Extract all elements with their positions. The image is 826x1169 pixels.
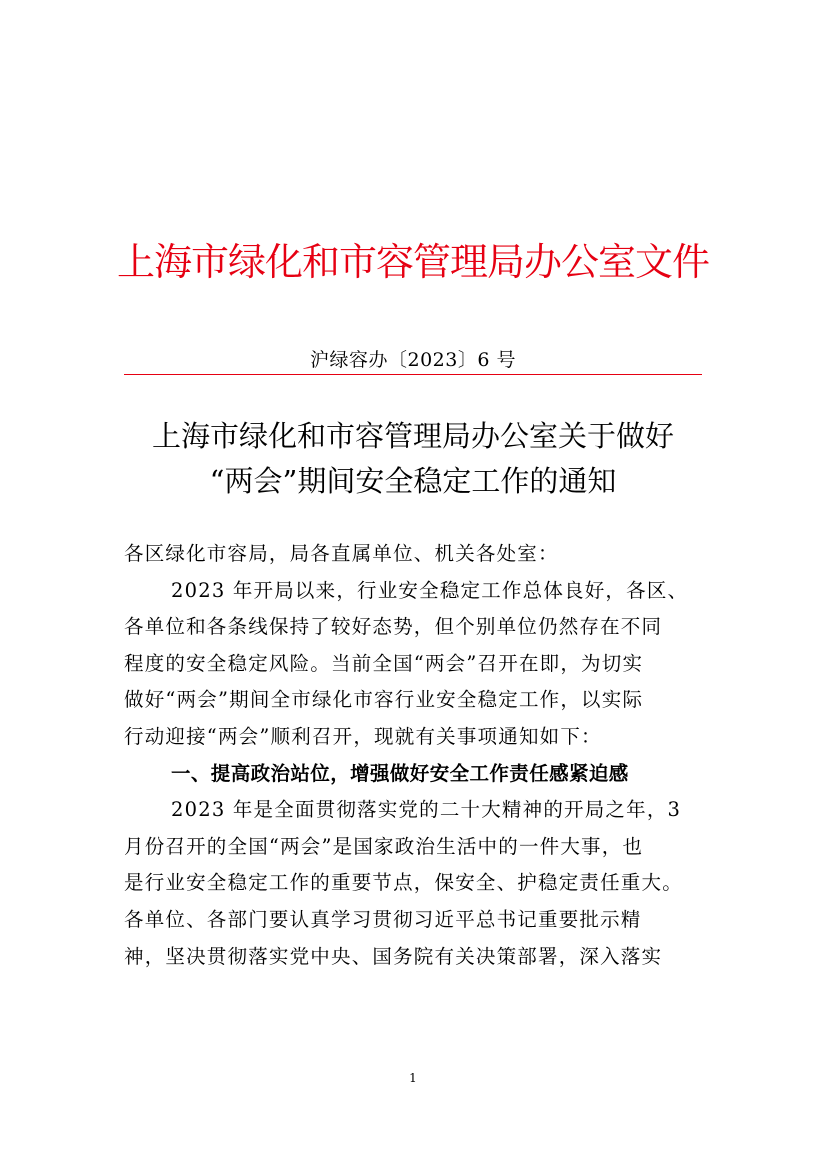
body-line: 行动迎接“两会”顺利召开，现就有关事项通知如下： <box>124 724 602 748</box>
section-heading: 一、提高政治站位，增强做好安全工作责任感紧迫感 <box>171 761 629 785</box>
document-header-title: 上海市绿化和市容管理局办公室文件 <box>116 240 709 284</box>
notice-title <box>0 414 826 504</box>
notice-body <box>124 536 714 975</box>
body-line: 2023 年是全面贯彻落实党的二十大精神的开局之年，3 <box>171 798 682 822</box>
document-number: 沪绿容办〔2023〕6 号 <box>310 349 516 371</box>
notice-title-line-2: “两会”期间安全稳定工作的通知 <box>209 464 617 498</box>
body-line: 月份召开的全国“两会”是国家政治生活中的一件大事，也 <box>124 834 644 858</box>
body-line: 是行业安全稳定工作的重要节点，保安全、护稳定责任重大。 <box>124 871 683 895</box>
page-number: 1 <box>409 1071 417 1085</box>
body-line: 做好“两会”期间全市绿化市容行业安全稳定工作，以实际 <box>124 688 644 712</box>
body-line: 2023 年开局以来，行业安全稳定工作总体良好，各区、 <box>171 578 689 602</box>
salutation: 各区绿化市容局，局各直属单位、机关各处室： <box>124 542 559 565</box>
body-line: 程度的安全稳定风险。当前全国“两会”召开在即，为切实 <box>124 651 644 675</box>
body-line: 各单位和各条线保持了较好态势，但个别单位仍然存在不同 <box>124 615 663 639</box>
red-divider-line <box>124 374 702 375</box>
notice-title-line-1: 上海市绿化和市容管理局办公室关于做好 <box>151 419 674 453</box>
body-line: 神，坚决贯彻落实党中央、国务院有关决策部署，深入落实 <box>124 944 663 968</box>
body-line: 各单位、各部门要认真学习贯彻习近平总书记重要批示精 <box>124 907 642 931</box>
